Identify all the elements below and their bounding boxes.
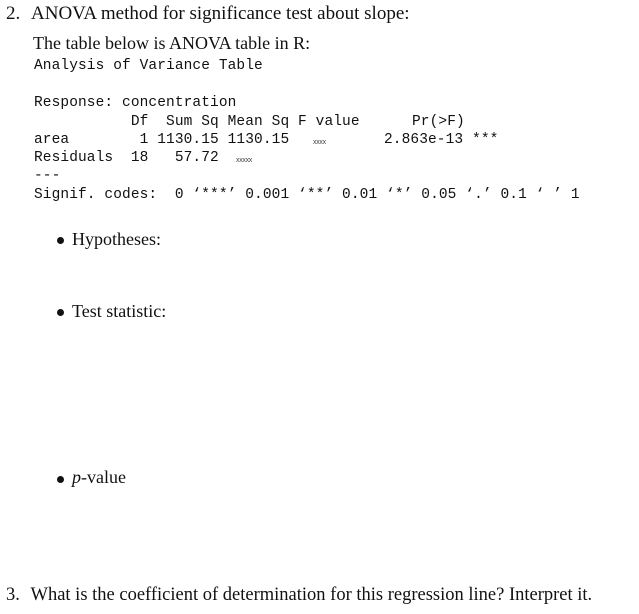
anova-residuals-mean-redacted: xxxxx (236, 157, 253, 164)
anova-row-residuals: Residuals 18 57.72 (34, 150, 219, 166)
p-symbol: p (72, 467, 81, 487)
p-value-suffix: -value (81, 467, 126, 487)
bullet-label-test-statistic: Test statistic: (72, 301, 167, 321)
anova-area-pr: 2.863e-13 *** (384, 132, 499, 148)
anova-signif-codes: Signif. codes: 0 ‘***’ 0.001 ‘**’ 0.01 ‘*’ 0.05 ‘.’ 0.1 ‘ ’ 1 (34, 187, 580, 203)
question-2-title: ANOVA method for significance test about slope: (31, 3, 410, 24)
question-2-number: 2. (6, 3, 21, 24)
anova-response-line: Response: concentration (34, 95, 237, 111)
bullet-label-hypotheses: Hypotheses: (72, 229, 161, 249)
anova-header-pr: Pr(>F) (412, 114, 465, 130)
anova-separator: --- (34, 168, 61, 184)
anova-heading: Analysis of Variance Table (34, 58, 263, 74)
anova-row-area: area 1 1130.15 1130.15 (34, 132, 290, 148)
question-3-text: What is the coefficient of determination for this regression line? Interpret it. (30, 585, 593, 605)
bullet-dot (57, 476, 64, 483)
question-2-heading (6, 3, 410, 25)
question-2-intro: The table below is ANOVA table in R: (33, 33, 311, 53)
bullet-dot (57, 309, 64, 316)
question-3-number: 3. (6, 585, 20, 605)
anova-header-line: Df Sum Sq Mean Sq F value (34, 114, 360, 130)
anova-area-fvalue-redacted: xxxx (313, 139, 326, 146)
bullet-label-p-value (72, 467, 126, 488)
question-3 (6, 585, 592, 606)
bullet-dot (57, 237, 64, 244)
